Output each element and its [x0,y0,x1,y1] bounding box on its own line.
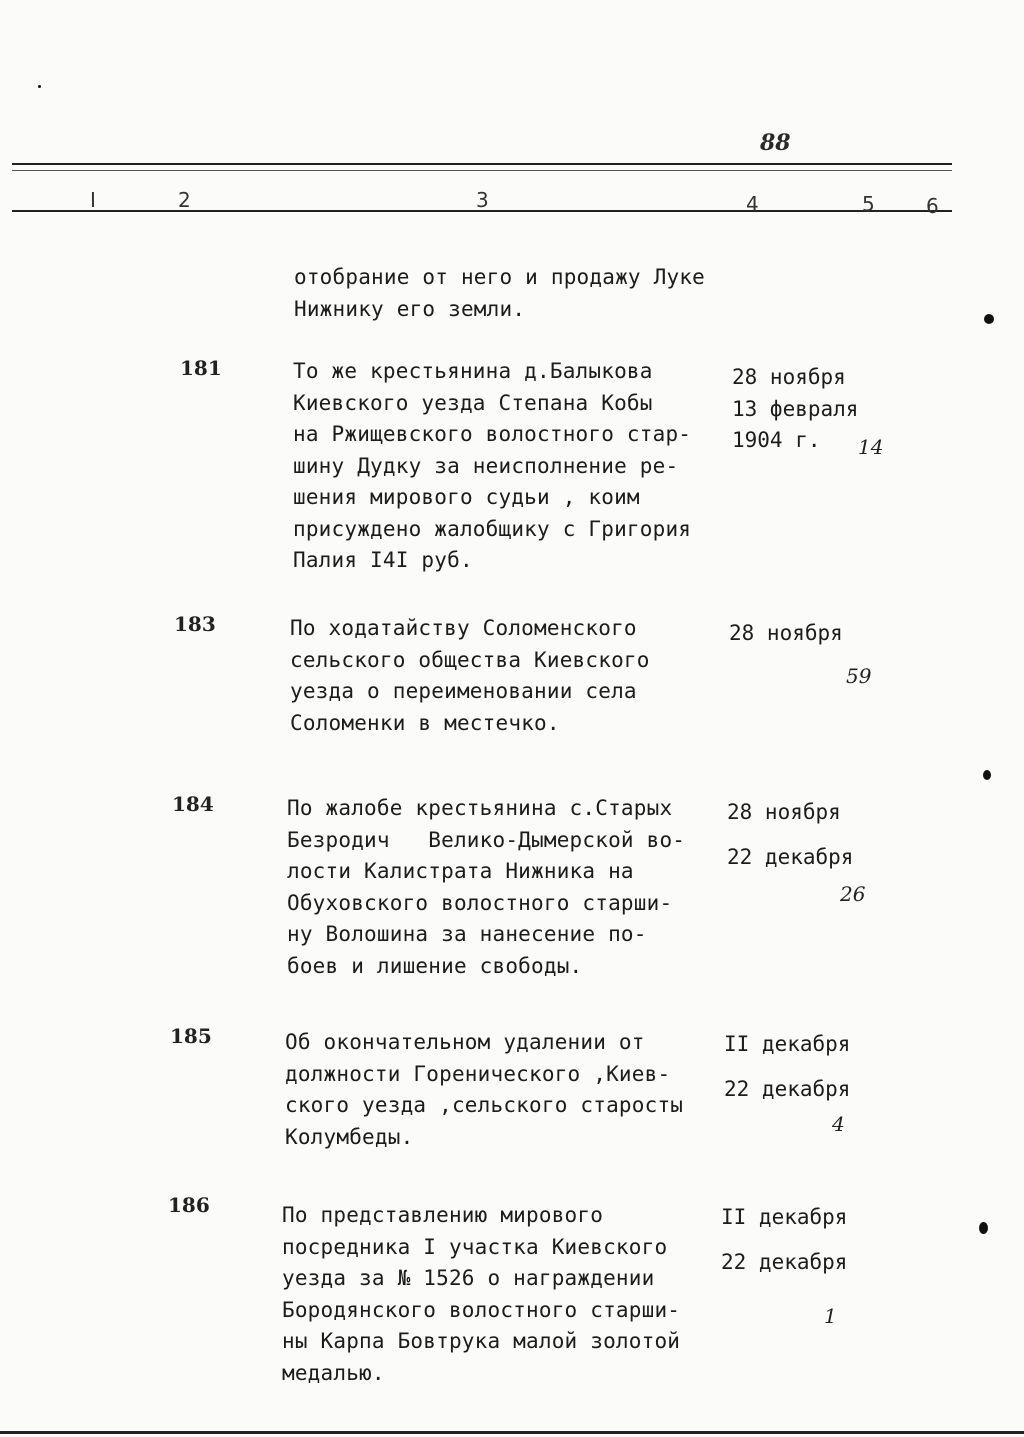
scan-speck [984,314,994,324]
entry-sheets: 59 [846,664,872,688]
entry-sheets: 1 [824,1304,837,1328]
column-header-2: 2 [178,188,191,212]
entry-sheets: 14 [858,435,884,459]
entry-sheets: 26 [840,882,866,906]
entry-sheets: 4 [832,1112,845,1136]
entry-dates: 28 ноября 13 февраля 1904 г. [732,365,859,452]
entry-text: По ходатайству Соломенского сельского общества Киевского уезда о переименовании села Соломенки в местечко. [290,616,650,735]
scan-speck [38,85,41,88]
entry-text: По жалобе крестьянина с.Старых Безродич Велико-Дымерской во- лости Калистрата Нижника на Обуховского волостного старши- ну Волошина за нанесение по- боев и лишение свободы. [287,796,686,978]
entry-dates: II декабря 22 декабря [721,1205,848,1274]
header-rule-top-thin [12,170,952,171]
column-header-3: 3 [476,188,489,212]
column-header-5: 5 [862,192,875,216]
entry-text: Об окончательном удалении от должности Горенического ,Киев- ского уезда ,сельского старосты Колумбеды. [285,1030,684,1149]
entry-number: 181 [180,356,222,380]
entry-dates: 28 ноября 22 декабря [727,800,854,869]
page-number: 88 [760,130,791,156]
entry-number: 185 [170,1024,212,1048]
scan-speck [983,770,991,780]
entry-number: 186 [168,1193,210,1217]
header-rule-top [12,163,952,165]
entry-text: То же крестьянина д.Балыкова Киевского уезда Степана Кобы на Ржищевского волостного стар- шину Дудку за неисполнение ре- шения мирового судьи , коим присуждено жалобщику с Григория Палия I4I руб. [293,359,692,572]
page-bottom-rule [0,1431,1024,1434]
entry-text: По представлению мирового посредника I участка Киевского уезда за № 1526 о награждении Бородянского волостного старши- ны Карпа Бовтрука малой золотой медалью. [282,1203,681,1385]
entry-dates: II декабря 22 декабря [724,1032,851,1101]
entry-number: 183 [174,612,216,636]
entry-number: 184 [172,792,214,816]
scan-speck [979,1222,988,1234]
column-header-6: 6 [926,194,939,218]
column-header-1: I [90,188,96,212]
entry-dates: 28 ноября [729,621,843,645]
column-header-4: 4 [746,192,759,216]
continuation-text: отобрание от него и продажу Луке Нижнику его земли. [294,265,705,321]
